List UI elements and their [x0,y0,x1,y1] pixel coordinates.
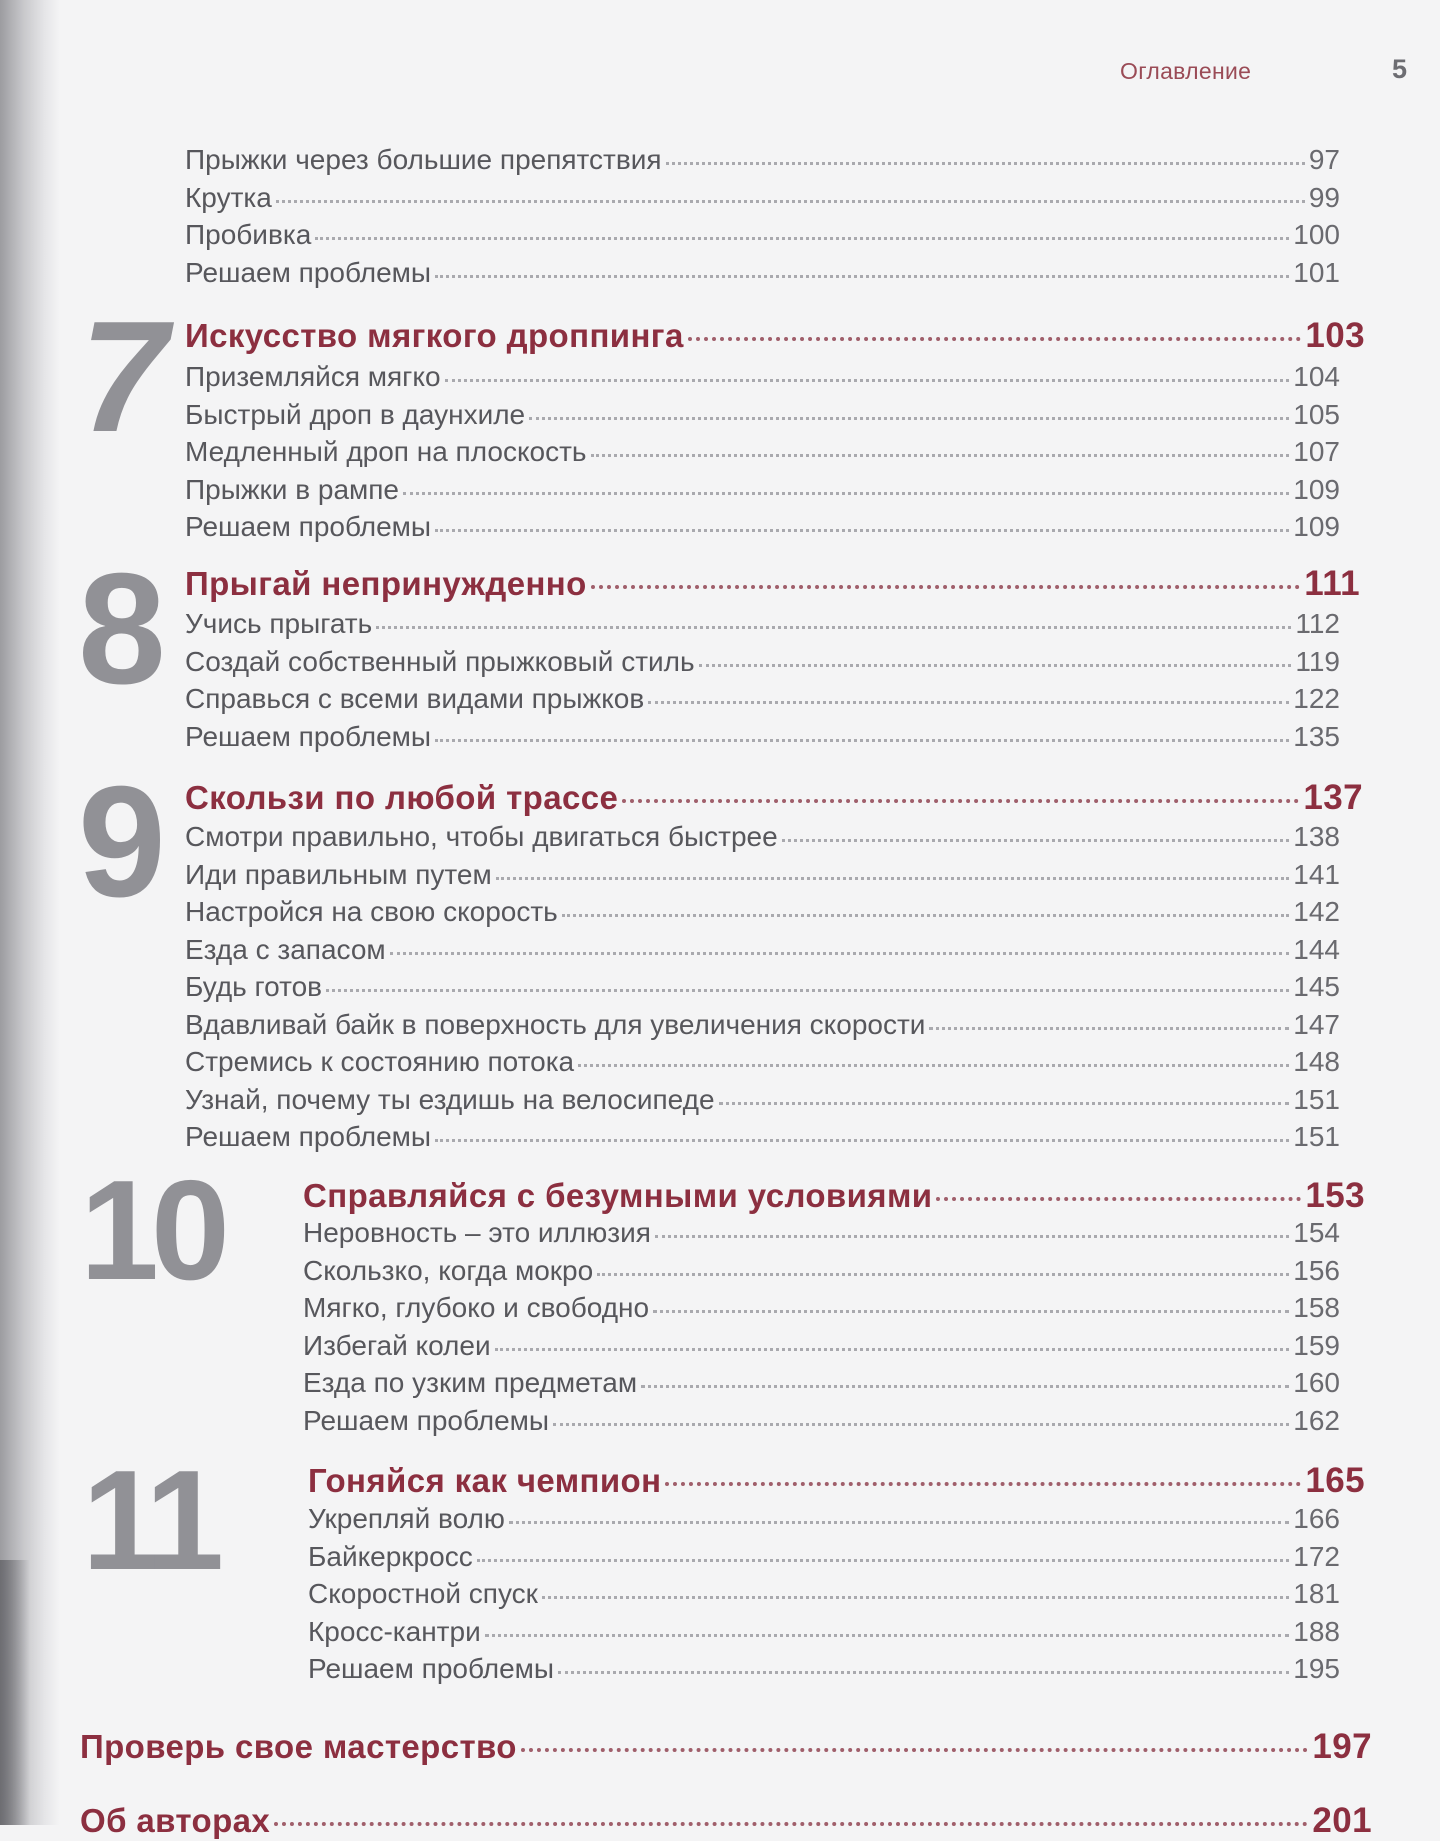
entry-page-number: 104 [1293,361,1340,392]
dot-leader [558,1643,1289,1674]
toc-entry[interactable] [185,138,1340,175]
entry-page-number: 141 [1293,858,1340,890]
dot-leader [376,598,1291,629]
entry-title: Создай собственный прыжковый стиль [185,645,695,677]
entry-page-number: 109 [1293,511,1340,542]
entry-page-number: 160 [1293,1367,1340,1398]
dot-leader [509,1493,1289,1524]
dot-leader [653,1282,1289,1313]
entry-page-number: 100 [1293,219,1340,250]
chapter-page-number: 111 [1304,564,1360,603]
entry-page-number: 135 [1293,720,1340,752]
toc-entry[interactable] [308,1647,1340,1684]
toc-entry[interactable] [185,1115,1340,1152]
dot-leader [597,1245,1289,1276]
entry-title: Решаем проблемы [303,1404,550,1436]
dot-leader [666,134,1305,165]
entry-title: Кросс-кантри [308,1615,481,1647]
toc-entry[interactable] [185,505,1340,542]
entry-title: Байкеркросс [308,1540,473,1572]
entry-title: Укрепляй волю [308,1503,505,1534]
entry-title: Скоростной спуск [308,1578,538,1609]
book-spine-shadow [0,0,60,1825]
entry-title: Пробивка [185,219,312,250]
entry-title: Мягко, глубоко и свободно [303,1292,650,1323]
toc-entry[interactable] [185,677,1340,714]
dot-leader [326,961,1289,992]
toc-entry[interactable] [303,1249,1340,1286]
toc-entry[interactable] [303,1286,1340,1323]
chapter-number-9: 9 [78,754,158,930]
entry-page-number: 154 [1293,1217,1340,1248]
entry-page-number: 105 [1293,398,1340,430]
toc-entry[interactable] [185,176,1340,213]
entry-page-number: 158 [1293,1292,1340,1323]
entry-page-number: 107 [1293,436,1340,467]
dot-leader [403,464,1289,495]
entry-title: Смотри правильно, чтобы двигаться быстрее [185,821,778,852]
entry-page-number: 138 [1293,821,1340,852]
entry-title: Решаем проблемы [185,511,432,542]
dot-leader [699,636,1292,667]
entry-title: Стремись к состоянию потока [185,1046,575,1077]
entry-page-number: 112 [1295,608,1340,639]
toc-entry[interactable] [308,1535,1340,1572]
entry-title: Решаем проблемы [185,720,432,752]
dot-leader [782,811,1290,842]
entry-page-number: 159 [1293,1329,1340,1361]
toc-entry[interactable] [185,1040,1340,1077]
toc-entry[interactable] [185,853,1340,890]
back-matter-page-number: 197 [1312,1727,1372,1766]
entry-title: Справься с всеми видами прыжков [185,683,645,714]
toc-entry[interactable] [185,251,1340,288]
entry-title: Настройся на свою скорость [185,896,558,927]
entry-title: Узнай, почему ты ездишь на велосипеде [185,1083,715,1115]
toc-entry[interactable] [185,1003,1340,1040]
toc-entry[interactable] [308,1572,1340,1609]
dot-leader [641,1357,1289,1388]
entry-page-number: 188 [1293,1615,1340,1647]
toc-entry[interactable] [303,1361,1340,1398]
entry-page-number: 147 [1293,1008,1340,1040]
chapter-title: Гоняйся как чемпион [308,1462,662,1499]
entry-page-number: 101 [1293,256,1340,288]
dot-leader [648,673,1289,704]
dot-leader [591,552,1301,589]
dot-leader [655,1207,1289,1238]
entry-title: Быстрый дроп в даунхиле [185,398,526,430]
dot-leader [591,426,1290,457]
dot-leader [936,1164,1301,1201]
chapter-page-number: 153 [1305,1176,1365,1215]
back-matter-mastery[interactable] [80,1721,1372,1766]
chapter-number-7: 7 [80,289,160,465]
toc-entry[interactable] [185,715,1340,752]
entry-page-number: 156 [1293,1254,1340,1286]
entry-page-number: 145 [1293,971,1340,1002]
entry-page-number: 181 [1293,1578,1340,1609]
back-matter-title: Проверь свое мастерство [80,1728,517,1765]
dot-leader [929,999,1289,1030]
entry-page-number: 148 [1293,1046,1340,1077]
back-matter-authors[interactable] [80,1795,1372,1840]
entry-page-number: 151 [1293,1083,1340,1115]
entry-page-number: 162 [1293,1404,1340,1436]
entry-title: Медленный дроп на плоскость [185,436,587,467]
entry-page-number: 195 [1293,1653,1340,1684]
toc-entry[interactable] [185,430,1340,467]
entry-title: Избегай колеи [303,1329,491,1361]
toc-entry[interactable] [185,393,1340,430]
toc-entry[interactable] [185,1078,1340,1115]
dot-leader [435,501,1289,532]
toc-entry[interactable] [185,355,1340,392]
entry-title: Решаем проблемы [185,256,432,288]
entry-title: Учись прыгать [185,608,373,639]
dot-leader [529,389,1289,420]
entry-title: Езда с запасом [185,933,386,965]
toc-entry[interactable] [185,468,1340,505]
dot-leader [274,1789,1308,1826]
entry-page-number: 142 [1293,896,1340,927]
chapter-title: Справляйся с безумными условиями [303,1177,933,1214]
dot-leader [542,1568,1289,1599]
toc-entry[interactable] [303,1324,1340,1361]
entry-title: Езда по узким предметам [303,1367,638,1398]
toc-entry[interactable] [185,890,1340,927]
chapter-page-number: 137 [1303,778,1363,817]
dot-leader [435,711,1289,742]
chapter-heading-9[interactable] [185,772,1363,817]
chapter-title: Прыгай непринужденно [185,565,587,602]
toc-entry[interactable] [308,1610,1340,1647]
entry-page-number: 122 [1293,683,1340,714]
entry-title: Иди правильным путем [185,858,492,890]
dot-leader [495,1320,1290,1351]
chapter-page-number: 103 [1305,316,1365,355]
dot-leader [477,1531,1290,1562]
toc-entry[interactable] [185,965,1340,1002]
entry-page-number: 119 [1295,645,1340,677]
dot-leader [719,1074,1290,1105]
entry-page-number: 97 [1308,144,1340,175]
chapter-number-8: 8 [78,541,158,717]
toc-entry[interactable] [185,640,1340,677]
chapter-heading-11[interactable] [308,1455,1365,1500]
entry-title: Решаем проблемы [185,1121,432,1152]
dot-leader [622,766,1299,803]
entry-page-number: 144 [1293,933,1340,965]
entry-title: Прыжки в рампе [185,473,400,505]
entry-page-number: 172 [1293,1540,1340,1572]
dot-leader [390,924,1290,955]
dot-leader [665,1449,1301,1486]
entry-title: Крутка [185,181,272,213]
chapter-title: Скользи по любой трассе [185,779,619,816]
chapter-number-11: 11 [82,1441,217,1600]
entry-page-number: 109 [1293,473,1340,505]
toc-entry[interactable] [185,815,1340,852]
dot-leader [485,1606,1290,1637]
chapter-heading-8[interactable] [185,558,1360,603]
entry-page-number: 151 [1293,1121,1340,1152]
dot-leader [315,209,1289,240]
dot-leader [562,886,1290,917]
dot-leader [435,1111,1289,1142]
toc-entry[interactable] [185,602,1340,639]
dot-leader [578,1036,1289,1067]
dot-leader [276,172,1305,203]
toc-entry[interactable] [185,928,1340,965]
toc-entry[interactable] [185,213,1340,250]
chapter-page-number: 165 [1305,1461,1365,1500]
chapter-heading-7[interactable] [185,310,1365,355]
dot-leader [435,247,1289,278]
running-header-page-number: 5 [1392,54,1408,84]
toc-entry[interactable] [308,1497,1340,1534]
entry-title: Будь готов [185,971,323,1002]
back-matter-page-number: 201 [1312,1801,1372,1840]
entry-title: Приземляйся мягко [185,361,441,392]
running-header-title: Оглавление [1120,58,1252,84]
back-matter-title: Об авторах [80,1802,271,1839]
entry-title: Неровность – это иллюзия [303,1217,651,1248]
dot-leader [521,1715,1309,1752]
book-spine-edge [0,1560,30,1825]
dot-leader [553,1395,1289,1426]
entry-page-number: 166 [1293,1503,1340,1534]
chapter-title: Искусство мягкого дроппинга [185,317,684,354]
entry-title: Вдавливай байк в поверхность для увеличения скорости [185,1008,926,1040]
dot-leader [445,351,1290,382]
dot-leader [496,849,1290,880]
chapter-heading-10[interactable] [303,1170,1365,1215]
entry-page-number: 99 [1308,181,1340,213]
toc-entry[interactable] [303,1399,1340,1436]
toc-entry[interactable] [303,1211,1340,1248]
chapter-number-10: 10 [80,1151,222,1310]
entry-title: Прыжки через большие препятствия [185,144,662,175]
entry-title: Скользко, когда мокро [303,1254,594,1286]
entry-title: Решаем проблемы [308,1653,555,1684]
dot-leader [688,304,1302,341]
